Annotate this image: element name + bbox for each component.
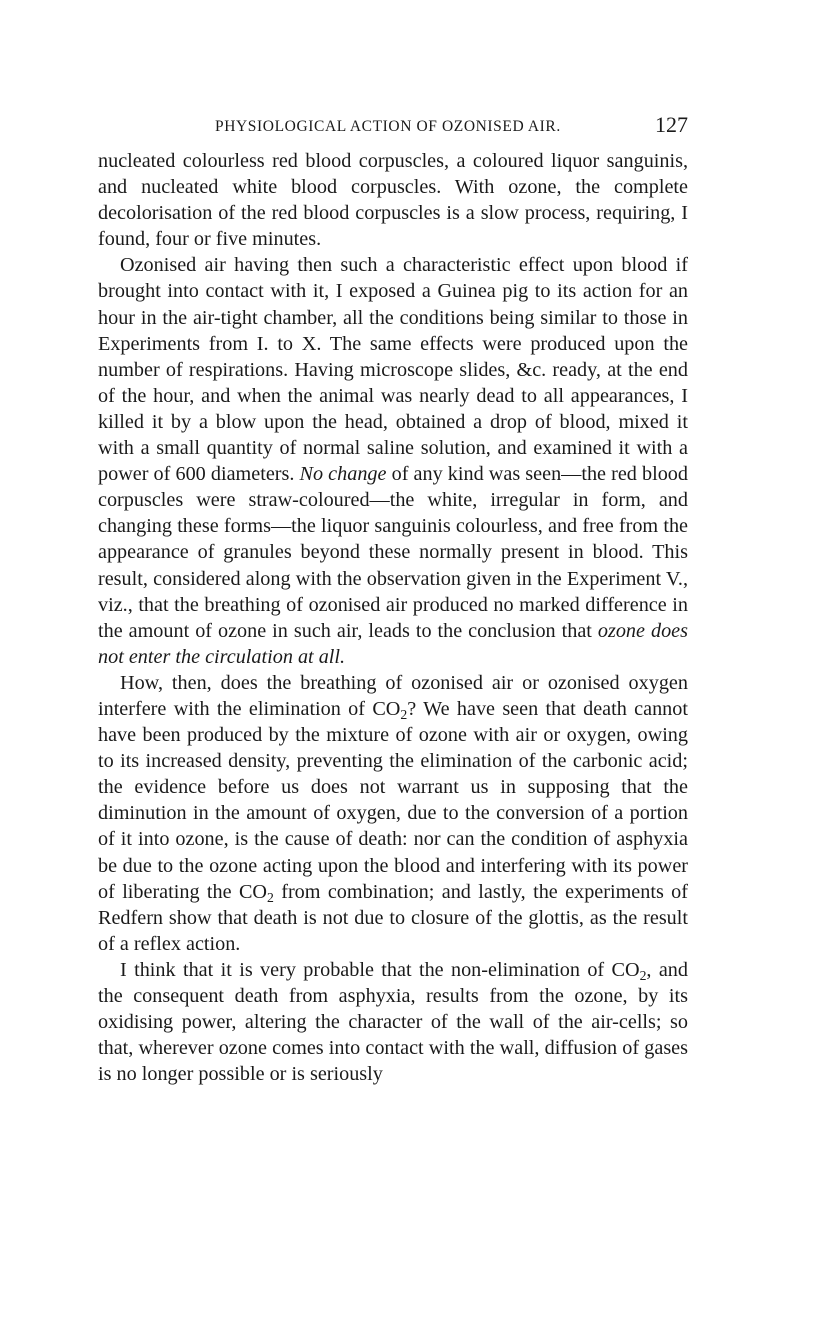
running-title: PHYSIOLOGICAL ACTION OF OZONISED AIR. (215, 118, 561, 135)
paragraph-3 (98, 670, 688, 957)
italic-run: ozone does not enter the circulation at all. (98, 619, 688, 668)
subscript-run: 2 (639, 967, 647, 983)
text-run: of any kind was seen—the red blood corpuscles were straw-coloured—the white, irregular in form, and changing these forms—the liquor sanguinis colourless, and free from the appearance of granules beyond these normally present in blood. This result, considered along with the observation given in the Experiment V., viz., that the breathing of ozonised air produced no marked difference in the amount of ozone in such air, leads to the conclusion that (98, 463, 688, 642)
text-run: How, then, does the breathing of ozonised air or ozonised oxygen interfere with the elimination of CO (98, 671, 688, 720)
subscript-run: 2 (267, 889, 274, 905)
book-page (98, 108, 688, 1087)
page-header (98, 108, 688, 148)
text-run: , and the consequent death from asphyxia, results from the ozone, by its oxidising power, altering the character of the wall of the air-cells; so that, wherever ozone comes into contact with the wall, diffusion of gases is no longer possible or is seriously (98, 958, 688, 1086)
text-run: Ozonised air having then such a characteristic effect upon blood if brought into contact with it, I exposed a Guinea pig to its action for an hour in the air-tight chamber, all the conditions being similar to those in Experiments from I. to X. The same effects were produced upon the number of respirations. Having microscope slides, &c. ready, at the end of the hour, and when the animal was nearly dead to all appearances, I killed it by a blow upon the head, obtained a drop of blood, mixed it with a small quantity of normal saline solution, and examined it with a power of 600 diameters. (98, 254, 688, 486)
page-number: 127 (655, 112, 688, 137)
italic-run: No change (299, 463, 387, 486)
text-run: from combination; and lastly, the experiments of Redfern show that death is not due to closure of the glottis, as the result of a reflex action. (98, 880, 688, 955)
body-text (98, 148, 688, 1087)
text-run: nucleated colourless red blood corpuscles, a coloured liquor sanguinis, and nucleated white blood corpuscles. With ozone, the complete decolorisation of the red blood corpuscles is a slow process, requiring, I found, four or five minutes. (98, 150, 688, 251)
text-run: ? We have seen that death cannot have been produced by the mixture of ozone with air or oxygen, owing to its increased density, preventing the elimination of the carbonic acid; the evidence before us does not warrant us in supposing that the diminution in the amount of oxygen, due to the conversion of a portion of it into ozone, is the cause of death: nor can the condition of asphyxia be due to the ozone acting upon the blood and interfering with its power of liberating the CO (98, 697, 688, 903)
subscript-run: 2 (400, 706, 408, 722)
paragraph-2 (98, 252, 688, 670)
paragraph-1 (98, 148, 688, 252)
text-run: I think that it is very probable that the non-elimination of CO (120, 958, 640, 981)
paragraph-4 (98, 957, 688, 1087)
